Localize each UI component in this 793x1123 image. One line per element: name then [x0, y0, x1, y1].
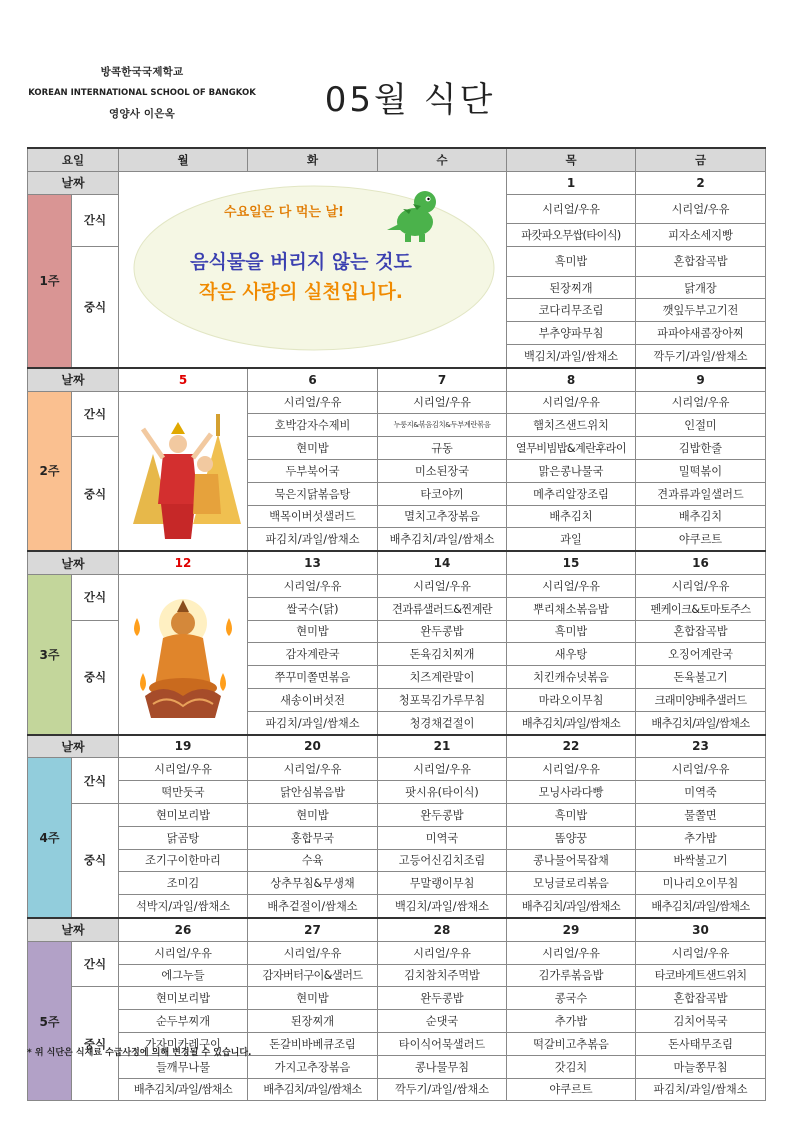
- menu-item: 펜케이크&토마토주스: [636, 597, 766, 620]
- date-cell: 23: [636, 735, 766, 758]
- menu-item: 수육: [248, 849, 378, 872]
- menu-item: 김치참치주먹밥: [378, 964, 507, 987]
- date-label: 날짜: [28, 368, 119, 391]
- date-cell: 19: [119, 735, 248, 758]
- menu-item: 현미밥: [248, 620, 378, 643]
- date-cell: 6: [248, 368, 378, 391]
- week4-date-row: [28, 735, 766, 758]
- menu-item: 팟시유(타이식): [378, 781, 507, 804]
- week5-lunch-row-2: [28, 1010, 766, 1033]
- menu-item: 시리얼/우유: [507, 574, 636, 597]
- day-label: 요일: [28, 148, 119, 171]
- menu-item: 시리얼/우유: [636, 194, 766, 224]
- menu-item: 호박감자수제비: [248, 414, 378, 437]
- menu-item: 야쿠르트: [636, 528, 766, 551]
- menu-item: 미나리오이무침: [636, 872, 766, 895]
- date-cell: 26: [119, 918, 248, 941]
- lunch-label: 중식: [72, 987, 119, 1101]
- menu-item: 가자미카레구이: [119, 1032, 248, 1055]
- menu-item: 마라오이무침: [507, 688, 636, 711]
- menu-item: 견과류샐러드&찐계란: [378, 597, 507, 620]
- lunch-label: 중식: [72, 247, 119, 368]
- menu-item: 시리얼/우유: [119, 941, 248, 964]
- menu-item: 마늘쫑무침: [636, 1055, 766, 1078]
- menu-item: 치즈계란말이: [378, 666, 507, 689]
- menu-item: 배추김치/과일/쌈채소: [636, 895, 766, 918]
- menu-item: 순댓국: [378, 1010, 507, 1033]
- menu-item: 추가밥: [507, 1010, 636, 1033]
- menu-item: 완두콩밥: [378, 803, 507, 826]
- menu-item: 깍두기/과일/쌈채소: [636, 345, 766, 368]
- week5-date-row: [28, 918, 766, 941]
- menu-item: 파김치/과일/쌈채소: [248, 528, 378, 551]
- menu-item: 들깨무나물: [119, 1055, 248, 1078]
- menu-item: 콩국수: [507, 987, 636, 1010]
- menu-item: 흑미밥: [507, 803, 636, 826]
- menu-item: 코다리무조림: [507, 299, 636, 322]
- menu-item: 완두콩밥: [378, 620, 507, 643]
- week5-lunch-row: [28, 987, 766, 1010]
- date-cell: 20: [248, 735, 378, 758]
- week-label: 4주: [28, 758, 72, 918]
- menu-item: 돈육불고기: [636, 666, 766, 689]
- date-cell: 30: [636, 918, 766, 941]
- week4-snack-row-2: [28, 781, 766, 804]
- menu-item: 밀떡볶이: [636, 459, 766, 482]
- week4-lunch-row: [28, 803, 766, 826]
- menu-item: 홍합무국: [248, 826, 378, 849]
- menu-item: 배추김치: [507, 505, 636, 528]
- menu-item: 메추리알장조림: [507, 482, 636, 505]
- menu-item: 오징어계란국: [636, 643, 766, 666]
- menu-item: 시리얼/우유: [378, 941, 507, 964]
- school-header: [22, 62, 262, 125]
- menu-item: 닭안심볶음밥: [248, 781, 378, 804]
- week-label: 2주: [28, 391, 72, 551]
- menu-item: 파김치/과일/쌈채소: [636, 1078, 766, 1101]
- footnote: * 위 식단은 식재료 수급사정에 의해 변경될 수 있습니다.: [27, 1048, 252, 1058]
- menu-item: 완두콩밥: [378, 987, 507, 1010]
- menu-item: 시리얼/우유: [507, 941, 636, 964]
- menu-item: 인절미: [636, 414, 766, 437]
- menu-item: 배추겉절이/쌈채소: [248, 895, 378, 918]
- menu-item: 똠양꿍: [507, 826, 636, 849]
- menu-item: 시리얼/우유: [248, 758, 378, 781]
- menu-item: 에그누들: [119, 964, 248, 987]
- menu-item: 백김치/과일/쌈채소: [507, 345, 636, 368]
- snack-label: 간식: [72, 941, 119, 987]
- date-cell: 29: [507, 918, 636, 941]
- menu-item: 부추양파무침: [507, 322, 636, 345]
- menu-item: 청경채겉절이: [378, 711, 507, 734]
- snack-label: 간식: [72, 758, 119, 804]
- menu-item: 현미밥: [248, 987, 378, 1010]
- menu-item: 흑미밥: [507, 620, 636, 643]
- menu-item: 청포묵김가루무침: [378, 688, 507, 711]
- menu-item: 갓김치: [507, 1055, 636, 1078]
- snack-label: 간식: [72, 194, 119, 246]
- menu-item: 김치어묵국: [636, 1010, 766, 1033]
- menu-item: 돈갈비바베큐조림: [248, 1032, 378, 1055]
- menu-item: 배추김치/과일/쌈채소: [636, 711, 766, 734]
- date-cell: 15: [507, 551, 636, 574]
- no-waste-banner: [119, 172, 507, 364]
- menu-item: 새우탕: [507, 643, 636, 666]
- date-cell: 2: [636, 171, 766, 194]
- menu-item: 미소된장국: [378, 459, 507, 482]
- menu-item: 뿌리채소볶음밥: [507, 597, 636, 620]
- menu-item: 시리얼/우유: [507, 194, 636, 224]
- menu-item: 시리얼/우유: [248, 391, 378, 414]
- menu-item: 시리얼/우유: [636, 574, 766, 597]
- menu-item: 배추김치/과일/쌈채소: [507, 711, 636, 734]
- menu-item: 배추김치/과일/쌈채소: [119, 1078, 248, 1101]
- banner-line1: 수요일은 다 먹는 날!: [224, 204, 344, 220]
- menu-item: 묵은지닭볶음탕: [248, 482, 378, 505]
- school-name-en: KOREAN INTERNATIONAL SCHOOL OF BANGKOK: [28, 88, 256, 98]
- menu-item: 시리얼/우유: [636, 941, 766, 964]
- menu-item: 순두부찌개: [119, 1010, 248, 1033]
- menu-item: 무말랭이무침: [378, 872, 507, 895]
- menu-item: 감자계란국: [248, 643, 378, 666]
- menu-item: 견과류과일샐러드: [636, 482, 766, 505]
- menu-item: 파캇파오무쌉(타이식): [507, 224, 636, 247]
- date-cell: 9: [636, 368, 766, 391]
- day-mon: 월: [119, 148, 248, 171]
- menu-item: 시리얼/우유: [507, 758, 636, 781]
- menu-item: 깍두기/과일/쌈채소: [378, 1078, 507, 1101]
- day-tue: 화: [248, 148, 378, 171]
- holiday-image-cell: [119, 574, 248, 734]
- week5-lunch-row-5: [28, 1078, 766, 1101]
- week4-lunch-row-5: [28, 895, 766, 918]
- menu-item: 조기구이한마리: [119, 849, 248, 872]
- week5-snack-row: [28, 941, 766, 964]
- menu-item: 떡만둣국: [119, 781, 248, 804]
- menu-item: 시리얼/우유: [636, 391, 766, 414]
- week3-date-row: [28, 551, 766, 574]
- day-wed: 수: [378, 148, 507, 171]
- menu-item: 콩나물무침: [378, 1055, 507, 1078]
- menu-item: 시리얼/우유: [248, 574, 378, 597]
- menu-item: 감자버터구이&샐러드: [248, 964, 378, 987]
- week-label: 1주: [28, 194, 72, 368]
- date-cell: 16: [636, 551, 766, 574]
- menu-item: 열무비빔밥&계란후라이: [507, 437, 636, 460]
- menu-item: 돈사태무조림: [636, 1032, 766, 1055]
- menu-item: 닭개장: [636, 276, 766, 299]
- week5-lunch-row-4: [28, 1055, 766, 1078]
- week-label: 5주: [28, 941, 72, 1101]
- week1-date-row: [28, 171, 766, 194]
- date-cell: 21: [378, 735, 507, 758]
- menu-item: 크래미양배추샐러드: [636, 688, 766, 711]
- date-cell: 1: [507, 171, 636, 194]
- menu-item: 타코바게트샌드위치: [636, 964, 766, 987]
- menu-item: 파김치/과일/쌈채소: [248, 711, 378, 734]
- page-title: 05월 식단: [324, 80, 496, 120]
- banner-line3: 작은 사랑의 실천입니다.: [199, 280, 403, 303]
- menu-item: 백김치/과일/쌈채소: [378, 895, 507, 918]
- lunch-label: 중식: [72, 803, 119, 917]
- date-cell: 7: [378, 368, 507, 391]
- menu-item: 시리얼/우유: [507, 391, 636, 414]
- date-cell: 22: [507, 735, 636, 758]
- menu-item: 된장찌개: [248, 1010, 378, 1033]
- menu-item: 누룽지&볶음김치&두부계란볶음: [378, 414, 507, 437]
- menu-item: 쌀국수(닭): [248, 597, 378, 620]
- menu-item: 시리얼/우유: [636, 758, 766, 781]
- menu-item: 모닝글로리볶음: [507, 872, 636, 895]
- menu-item: 현미보리밥: [119, 987, 248, 1010]
- menu-item: 백목이버섯샐러드: [248, 505, 378, 528]
- holiday-image-cell: [119, 391, 248, 551]
- menu-item: 모닝사라다빵: [507, 781, 636, 804]
- menu-item: 콩나물어묵잡채: [507, 849, 636, 872]
- week2-snack-row: [28, 391, 766, 414]
- menu-item: 새송이버섯전: [248, 688, 378, 711]
- menu-item: 돈육김치찌개: [378, 643, 507, 666]
- week4-lunch-row-4: [28, 872, 766, 895]
- menu-item: 배추김치: [636, 505, 766, 528]
- school-name-ko: 방콕한국국제학교: [100, 66, 184, 78]
- week3-snack-row: [28, 574, 766, 597]
- menu-item: 시리얼/우유: [248, 941, 378, 964]
- date-cell: 14: [378, 551, 507, 574]
- holiday-date-cell: 5: [119, 368, 248, 391]
- menu-item: 야쿠르트: [507, 1078, 636, 1101]
- banner-cell: [119, 171, 507, 368]
- menu-item: 된장찌개: [507, 276, 636, 299]
- buddha-image: [123, 578, 243, 728]
- menu-item: 깻잎두부고기전: [636, 299, 766, 322]
- menu-item: 흑미밥: [507, 247, 636, 277]
- menu-item: 시리얼/우유: [378, 574, 507, 597]
- date-label: 날짜: [28, 918, 119, 941]
- date-cell: 8: [507, 368, 636, 391]
- menu-item: 현미밥: [248, 803, 378, 826]
- menu-item: 미역죽: [636, 781, 766, 804]
- snack-label: 간식: [72, 574, 119, 620]
- banner-line2: 음식물을 버리지 않는 것도: [190, 250, 412, 273]
- menu-item: 배추김치/과일/쌈채소: [507, 895, 636, 918]
- menu-item: 피자소세지빵: [636, 224, 766, 247]
- menu-item: 혼합잡곡밥: [636, 620, 766, 643]
- menu-item: 시리얼/우유: [119, 758, 248, 781]
- week4-snack-row: [28, 758, 766, 781]
- menu-item: 혼합잡곡밥: [636, 987, 766, 1010]
- week5-snack-row-2: [28, 964, 766, 987]
- menu-item: 석박지/과일/쌈채소: [119, 895, 248, 918]
- menu-item: 바싹불고기: [636, 849, 766, 872]
- menu-item: 고등어신김치조림: [378, 849, 507, 872]
- nutritionist: 영양사 이은옥: [109, 108, 175, 120]
- week2-date-row: [28, 368, 766, 391]
- menu-item: 타이식어묵샐러드: [378, 1032, 507, 1055]
- menu-item: 김밥한줄: [636, 437, 766, 460]
- menu-item: 맑은콩나물국: [507, 459, 636, 482]
- menu-item: 혼합잡곡밥: [636, 247, 766, 277]
- lunch-label: 중식: [72, 620, 119, 734]
- menu-item: 쭈꾸미쫄면볶음: [248, 666, 378, 689]
- menu-item: 규동: [378, 437, 507, 460]
- date-cell: 13: [248, 551, 378, 574]
- day-thu: 목: [507, 148, 636, 171]
- menu-item: 과일: [507, 528, 636, 551]
- date-label: 날짜: [28, 551, 119, 574]
- menu-item: 상추무침&무생채: [248, 872, 378, 895]
- menu-item: 햄치즈샌드위치: [507, 414, 636, 437]
- menu-item: 파파야새콤장아찌: [636, 322, 766, 345]
- menu-item: 배추김치/과일/쌈채소: [248, 1078, 378, 1101]
- menu-item: 떡갈비고추볶음: [507, 1032, 636, 1055]
- menu-table: [27, 147, 766, 1101]
- menu-item: 치킨캐슈넛볶음: [507, 666, 636, 689]
- menu-item: 시리얼/우유: [378, 391, 507, 414]
- menu-item: 배추김치/과일/쌈채소: [378, 528, 507, 551]
- week-label: 3주: [28, 574, 72, 734]
- menu-item: 타코야끼: [378, 482, 507, 505]
- snack-label: 간식: [72, 391, 119, 437]
- week4-lunch-row-3: [28, 849, 766, 872]
- lunch-label: 중식: [72, 437, 119, 551]
- date-cell: 27: [248, 918, 378, 941]
- week4-lunch-row-2: [28, 826, 766, 849]
- menu-item: 가지고추장볶음: [248, 1055, 378, 1078]
- menu-item: 현미밥: [248, 437, 378, 460]
- menu-item: 멸치고추장볶음: [378, 505, 507, 528]
- menu-item: 두부북어국: [248, 459, 378, 482]
- menu-item: 현미보리밥: [119, 803, 248, 826]
- menu-item: 김가루볶음밥: [507, 964, 636, 987]
- date-label: 날짜: [28, 171, 119, 194]
- menu-item: 추가밥: [636, 826, 766, 849]
- day-fri: 금: [636, 148, 766, 171]
- menu-item: 미역국: [378, 826, 507, 849]
- menu-item: 조미김: [119, 872, 248, 895]
- header-row: [28, 148, 766, 171]
- menu-item: 물쫄면: [636, 803, 766, 826]
- menu-item: 시리얼/우유: [378, 758, 507, 781]
- thai-dancers-image: [123, 394, 243, 544]
- menu-item: 닭곰탕: [119, 826, 248, 849]
- date-label: 날짜: [28, 735, 119, 758]
- date-cell: 28: [378, 918, 507, 941]
- holiday-date-cell: 12: [119, 551, 248, 574]
